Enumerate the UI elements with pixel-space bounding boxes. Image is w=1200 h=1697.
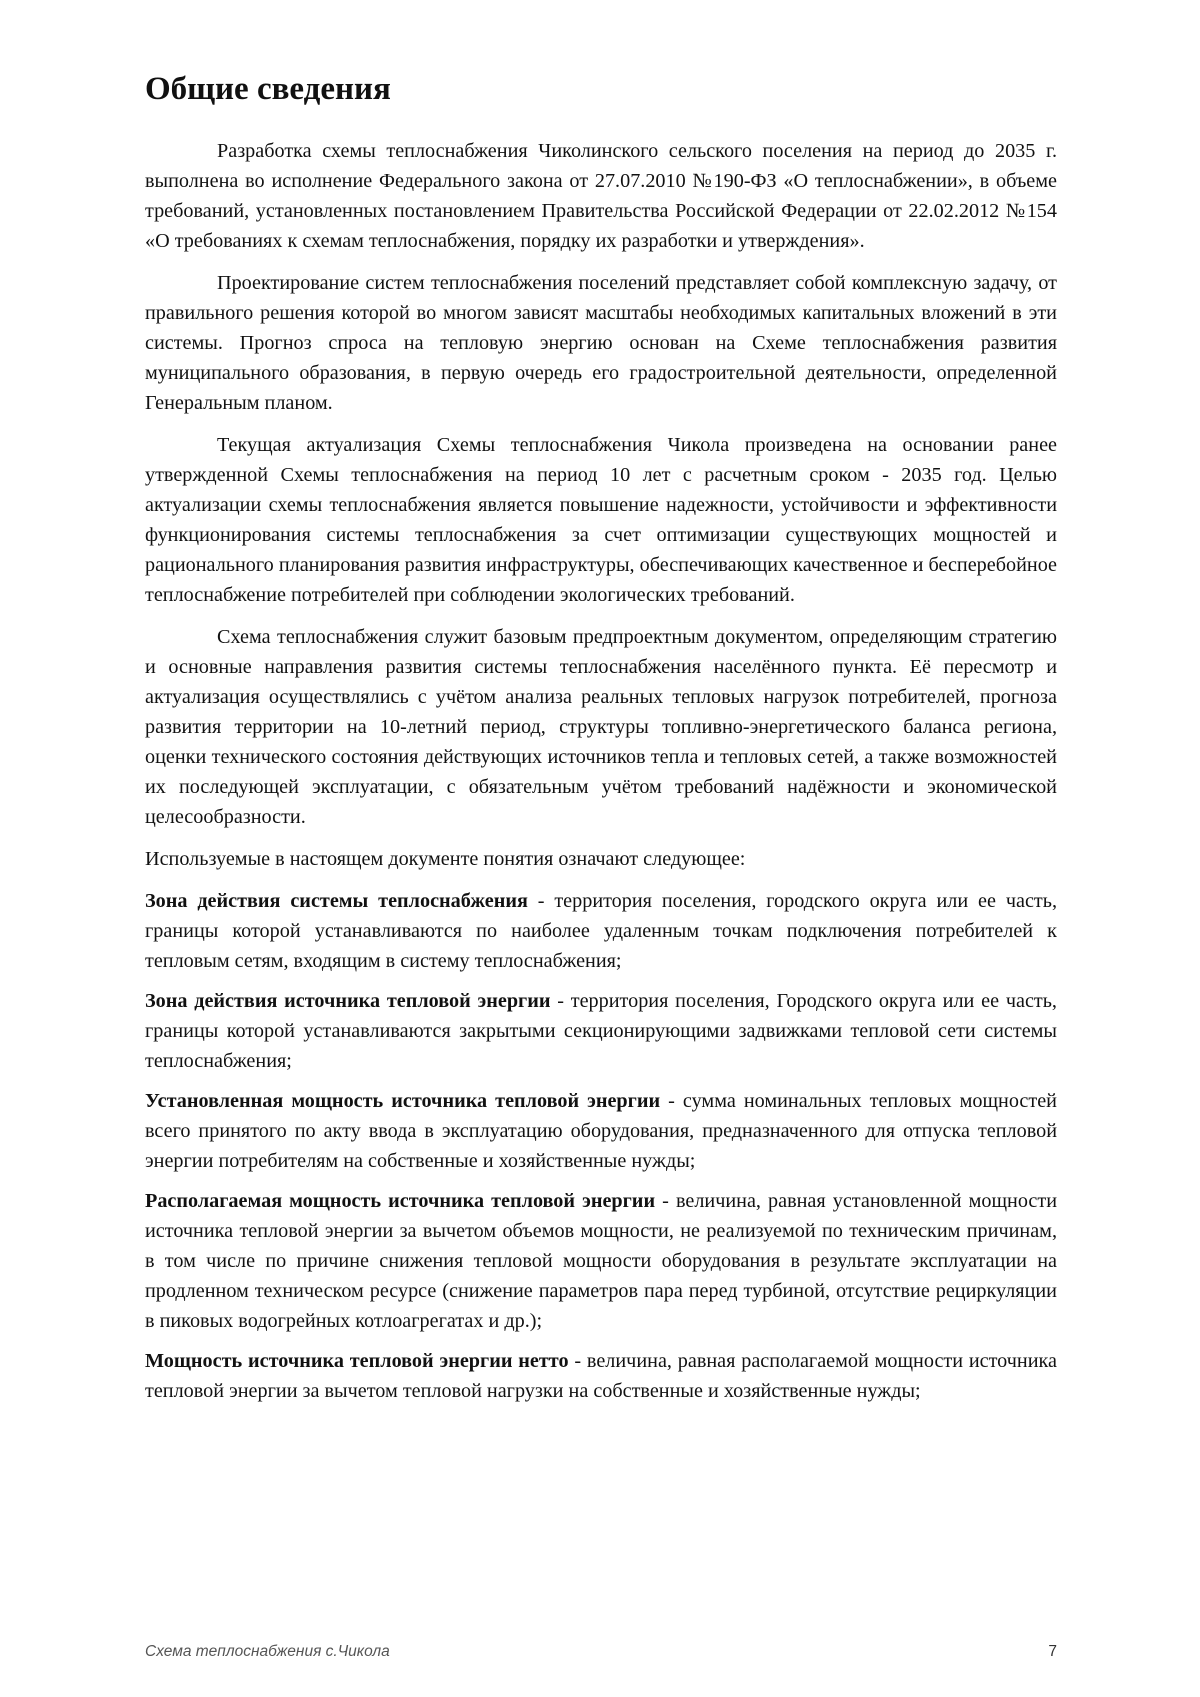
definition-item [145, 1346, 1057, 1406]
definition-term: Мощность источника тепловой энергии нетто [145, 1349, 569, 1372]
definitions-intro: Используемые в настоящем документе понятия означают следующее: [145, 847, 746, 870]
definition-term: Зона действия системы теплоснабжения [145, 889, 528, 912]
page-number: 7 [1048, 1643, 1057, 1660]
definition-item [145, 1186, 1057, 1336]
definition-text: - величина, равная установленной мощности источника тепловой энергии за вычетом объемов мощности, не реализуемой по техническим причинам, в том числе по причине снижения тепловой мощности оборудования в результате эксплуатации на продленном техническом ресурсе (снижение параметров пара перед турбиной, отсутствие рециркуляции в пиковых водогрейных котлоагрегатах и др.); [145, 1189, 1058, 1332]
document-page [145, 70, 1057, 1416]
definition-text: - территория поселения, Городского округа или ее часть, границы которой устанавливаются закрытыми секционирующими задвижками тепловой сети системы теплоснабжения; [145, 989, 1057, 1072]
definition-text: - величина, равная располагаемой мощности источника тепловой энергии за вычетом тепловой нагрузки на собственные и хозяйственные нужды; [145, 1349, 1057, 1402]
definition-term: Зона действия источника тепловой энергии [145, 989, 551, 1012]
paragraph-design: Проектирование систем теплоснабжения поселений представляет собой комплексную задачу, от правильного решения которой во многом зависят масштабы необходимых капитальных вложений в эти системы. Прогноз спроса на тепловую энергию основан на Схеме теплоснабжения развития муниципального образования, в первую очередь его градостроительной деятельности, определенной Генеральным планом. [145, 271, 1057, 414]
paragraph-intro: Разработка схемы теплоснабжения Чиколинского сельского поселения на период до 2035 г. выполнена во исполнение Федерального закона от 27.07.2010 №190-ФЗ «О теплоснабжении», в объеме требований, установленных постановлением Правительства Российской Федерации от 22.02.2012 №154 «О требованиях к схемам теплоснабжения, порядку их разработки и утверждения». [145, 139, 1057, 252]
definition-item [145, 1086, 1057, 1176]
definition-text: - сумма номинальных тепловых мощностей всего принятого по акту ввода в эксплуатацию оборудования, предназначенного для отпуска тепловой энергии потребителям на собственные и хозяйственные нужды; [145, 1089, 1057, 1172]
definition-term: Располагаемая мощность источника тепловой энергии [145, 1189, 656, 1212]
definition-item [145, 886, 1057, 976]
footer-title: Схема теплоснабжения с.Чикола [145, 1643, 390, 1660]
definition-term: Установленная мощность источника тепловой энергии [145, 1089, 661, 1112]
paragraph-scheme-role: Схема теплоснабжения служит базовым предпроектным документом, определяющим стратегию и основные направления развития системы теплоснабжения населённого пункта. Её пересмотр и актуализация осуществлялись с учётом анализа реальных тепловых нагрузок потребителей, прогноза развития территории на 10-летний период, структуры топливно-энергетического баланса региона, оценки технического состояния действующих источников тепла и тепловых сетей, а также возможностей их последующей эксплуатации, с обязательным учётом требований надёжности и экономической целесообразности. [145, 625, 1057, 828]
definition-item [145, 986, 1057, 1076]
paragraph-update: Текущая актуализация Схемы теплоснабжения Чикола произведена на основании ранее утвержденной Схемы теплоснабжения на период 10 лет с расчетным сроком - 2035 год. Целью актуализации схемы теплоснабжения является повышение надежности, устойчивости и эффективности функционирования системы теплоснабжения за счет оптимизации существующих мощностей и рационального планирования развития инфраструктуры, обеспечивающих качественное и бесперебойное теплоснабжение потребителей при соблюдении экологических требований. [145, 433, 1057, 606]
definition-text: - территория поселения, городского округа или ее часть, границы которой устанавливаются по наиболее удаленным точкам подключения потребителей к тепловым сетям, входящим в систему теплоснабжения; [145, 889, 1057, 972]
page-title: Общие сведения [145, 71, 391, 107]
